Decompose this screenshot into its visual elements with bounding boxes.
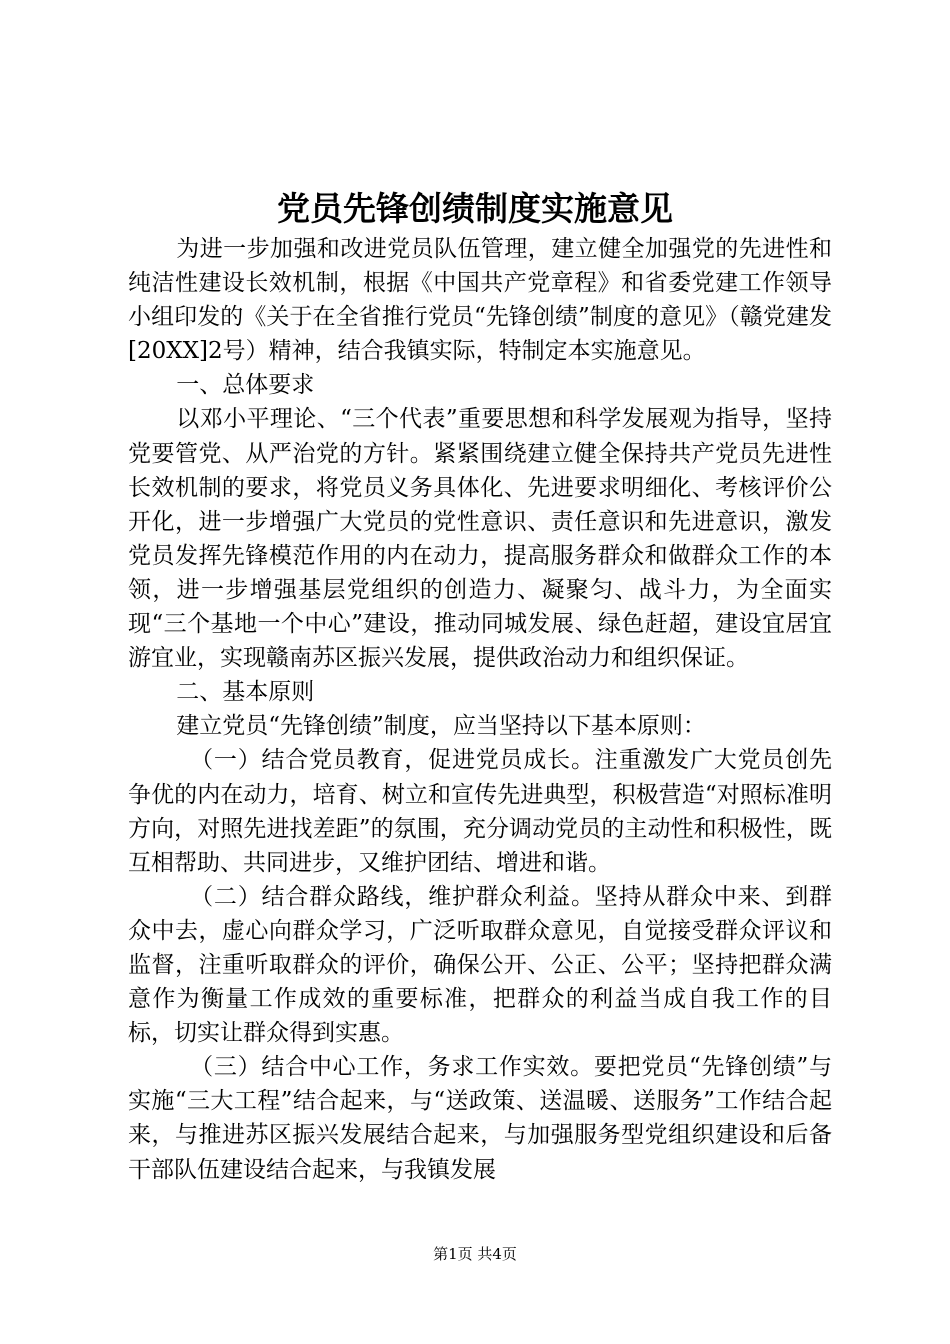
- basic-principles-intro: 建立党员“先锋创绩”制度，应当坚持以下基本原则：: [176, 713, 706, 740]
- principle-three-paragraph: （三）结合中心工作，务求工作实效。要把党员“先锋创绩”与实施“三大工程”结合起来，与“送政策、送温暖、送服务”工作结合起来，与推进苏区振兴发展结合起来，与加强服务型党组织建设和后备干部队伍建设结合起来，与我镇发展: [128, 1054, 832, 1183]
- document-title: 党员先锋创绩制度实施意见: [277, 189, 673, 228]
- principle-two-paragraph: （二）结合群众路线，维护群众利益。坚持从群众中来、到群众中去，虚心向群众学习，广泛听取群众意见，自觉接受群众评议和监督，注重听取群众的评价，确保公开、公正、公平；坚持把群众满意作为衡量工作成效的重要标准，把群众的利益当成自我工作的目标，切实让群众得到实惠。: [128, 883, 832, 1047]
- principle-one-paragraph: （一）结合党员教育，促进党员成长。注重激发广大党员创先争优的内在动力，培育、树立和宣传先进典型，积极营造“对照标准明方向，对照先进找差距”的氛围，充分调动党员的主动性和积极性，既互相帮助、共同进步，又维护团结、增进和谐。: [128, 747, 832, 876]
- document-body: [128, 232, 832, 1187]
- intro-paragraph: 为进一步加强和改进党员队伍管理，建立健全加强党的先进性和纯洁性建设长效机制，根据《中国共产党章程》和省委党建工作领导小组印发的《关于在全省推行党员“先锋创绩”制度的意见》（赣党建发[20XX]2号）精神，结合我镇实际，特制定本实施意见。: [128, 236, 832, 365]
- section-heading-general-requirements: 一、总体要求: [176, 372, 315, 399]
- page-number-footer: 第1页 共4页: [433, 1245, 517, 1263]
- general-requirements-paragraph: 以邓小平理论、“三个代表”重要思想和科学发展观为指导，坚持党要管党、从严治党的方针。紧紧围绕建立健全保持共产党员先进性长效机制的要求，将党员义务具体化、先进要求明细化、考核评价公开化，进一步增强广大党员的党性意识、责任意识和先进意识，激发党员发挥先锋模范作用的内在动力，提高服务群众和做群众工作的本领，进一步增强基层党组织的创造力、凝聚匀、战斗力，为全面实现“三个基地一个中心”建设，推动同城发展、绿色赶超，建设宜居宜游宜业，实现赣南苏区振兴发展，提供政治动力和组织保证。: [128, 406, 832, 672]
- section-heading-basic-principles: 二、基本原则: [176, 679, 315, 706]
